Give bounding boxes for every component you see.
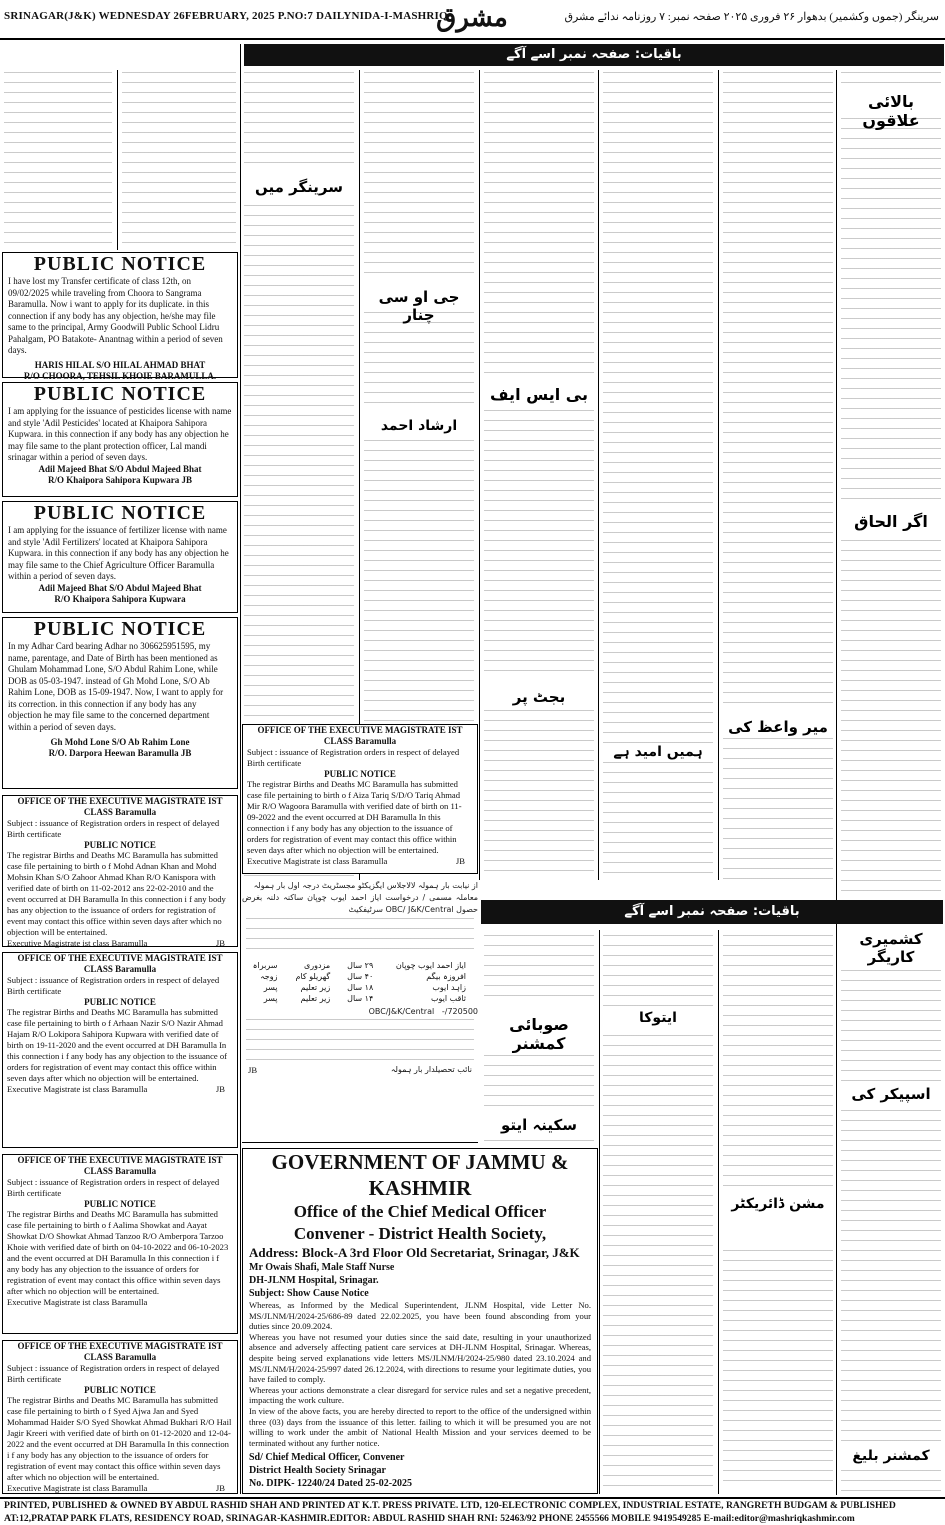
column-divider [718,930,719,1494]
notice-office: OFFICE OF THE EXECUTIVE MAGISTRATE IST CLASS Baramulla [17,1341,223,1362]
notice-office: OFFICE OF THE EXECUTIVE MAGISTRATE IST CLASS Baramulla [17,796,223,817]
income-amount: 720500/- [441,1007,478,1016]
urdu-text-column [244,72,354,170]
notice-heading: PUBLIC NOTICE [84,840,156,850]
table-row [242,971,472,982]
notice-office: OFFICE OF THE EXECUTIVE MAGISTRATE IST CLASS Baramulla [17,953,223,974]
notice-title: PUBLIC NOTICE [33,253,207,275]
headline: ایتوکا [603,1010,713,1026]
gov-paragraph: Whereas your actions demonstrate a clear disregard for service rules and set a negative precedent, impacting the work culture. [249,1384,591,1406]
urdu-text-column [364,312,474,412]
continued-banner-top: باقیات: صفحہ نمبر اسے آگے [244,44,944,66]
newspaper-logo: مشرق [436,3,508,32]
gov-recipient-place: DH-JLNM Hospital, Srinagar. [249,1275,379,1286]
imprint-footer [0,1497,945,1525]
headline: میر واعظ کی [728,718,828,736]
table-row [242,993,472,1004]
headline: جی او سی چنار [378,288,460,324]
public-notice [2,501,238,613]
notice-signature: Adil Majeed Bhat S/O Abdul Majeed Bhat [38,463,202,474]
magistrate-notice [2,1340,238,1494]
notice-title: PUBLIC NOTICE [33,383,207,405]
headline: بی ایس ایف [490,385,588,404]
notice-signature: R/O Khaipora Sahipora Kupwara [54,593,186,604]
urdu-text-column [723,1250,833,1490]
notice-signer: Executive Magistrate ist class Baramulla [7,1483,148,1493]
gov-recipient: Mr Owais Shafi, Male Staff Nurse [249,1262,395,1273]
urdu-text-column [723,935,833,1190]
public-notice [2,252,238,381]
table-cell: ایاز احمد ایوب چوپان [395,961,466,970]
notice-body: The registrar Births and Deaths MC Baramulla has submitted case file pertaining to birth o f Aiza Tariq S/D/O Tariq Ahmad Mir R/O Wagoora Baramulla with verified date of birth on 11-09-2022 and the event occurred at DH Baramulla In this connection i f any body has any objection to the issuance of orders for registration of event may contact this office within seven days after which no objection will be entertained. [247,779,462,855]
gov-signature: District Health Society Srinagar [249,1465,386,1477]
tehsil-notice [242,880,478,1143]
urdu-text-column [4,72,112,248]
headline: ارشاد احمد [380,418,458,434]
urdu-text-column [484,72,594,377]
column-divider [479,70,480,880]
headline: بالائی علاقوں [862,92,920,130]
notice-heading: PUBLIC NOTICE [84,1199,156,1209]
headline: سرینگر میں [254,178,344,196]
continued-banner-middle: باقیات: صفحہ نمبر اسے آگے [481,900,943,924]
notice-signature: Gh Mohd Lone S/O Ab Rahim Lone [50,737,190,747]
table-cell: ثاقب ایوب [431,994,466,1003]
headline: سکینہ ایتو [500,1116,578,1134]
table-cell: گھریلو کام [295,972,331,981]
imprint-line: PRINTED, PUBLISHED & OWNED BY ABDUL RASHID SHAH AND PRINTED AT K.T. PRESS PRIVATE. LTD, 120-ELECTRONIC COMPLEX, INDUSTRIAL ESTATE, RANGRETH BUDGAM & PUBLISHED [4,1500,896,1511]
column-divider [240,44,241,1494]
notice-signature: R/O. Darpora Heewan Baramulla JB [48,748,192,758]
tehsil-notice-header: از نیابت بار ہمولہ لالاجلاس ایگزیکٹو مجسٹریٹ درجہ اول بار ہمولہ [253,881,478,890]
notice-code: JB [215,1084,225,1094]
notice-signature: Adil Majeed Bhat S/O Abdul Majeed Bhat [38,582,202,593]
notice-signer: Executive Magistrate ist class Baramulla [7,1084,148,1094]
gov-reference: No. DIPK- 12240/24 Dated 25-02-2025 [249,1478,413,1490]
headline: صوبائی کمشنر [509,1015,569,1053]
notice-heading: PUBLIC NOTICE [84,1385,156,1395]
headline: کمشنر بلیغ [841,1448,941,1464]
notice-title: PUBLIC NOTICE [33,502,207,524]
tehsil-notice-subject: معاملہ مسمی / درخواست ایاز احمد ایوب چوپان ساکنہ دلنہ بغرض حصول OBC/ J&K/Central سرٹیفکیٹ [242,893,478,914]
column-divider [598,70,599,880]
notice-body: I am applying for the issuance of pesticides license with name and style 'Adil Pesticides' located at Khaipora Sahipora Kupwara. in this connection if any body has any objection he may file same to the plant protection officer, Lal mandi srinagar within a period of seven days. [8,406,232,462]
notice-signer: Executive Magistrate ist class Baramulla [247,856,388,866]
gov-signature: Sd/ Chief Medical Officer, Convener [249,1452,405,1464]
gov-title: GOVERNMENT OF JAMMU & KASHMIR [271,1150,569,1200]
gov-convener: Convener - District Health Society, [293,1224,547,1243]
notice-body: The registrar Births and Deaths MC Baramulla has submitted case file pertaining to birth o f Aalima Showkat and Aayat Showkat D/O Showkat Ahmad Tanzoo R/O Amberpora Tarzoo Khoie with verified date of birth on 04-10-2022 and 06-10-2023 and the event occurred at DH Baramulla In this connection i f any body has any objection to the issuance of orders for registration of event may contact this office within seven days after which no objection will be entertained. [7,1209,229,1296]
notice-subject: Subject : issuance of Registration orders in respect of delayed Birth certificate [7,975,220,996]
notice-subject: Subject : issuance of Registration orders in respect of delayed Birth certificate [7,1363,220,1384]
notice-signer: Executive Magistrate ist class Baramulla [7,938,148,948]
notice-subject: Subject : issuance of Registration orders in respect of delayed Birth certificate [7,1177,220,1198]
notice-code: JB [215,938,225,948]
urdu-text-column [484,1055,594,1110]
column-divider [599,930,600,1494]
notice-subject: Subject : issuance of Registration orders in respect of delayed Birth certificate [7,818,220,839]
notice-subject: Subject : issuance of Registration orders in respect of delayed Birth certificate [247,747,460,768]
notice-body: The registrar Births and Deaths MC Baramulla has submitted case file pertaining to birth o f Arhaan Nazir S/O Nazir Ahmad Hajam R/O Lokipora Sahipora Kupwara with verified date of birth on 19-11-2020 and the event occurred at DH Baramulla In this connection i f any body has any objection to the issuance of orders for registration of event may contact this office within seven days after which no objection will be entertained. [7,1007,228,1083]
table-cell: ۱۸ سال [347,983,374,992]
urdu-text-column [364,72,474,280]
gov-paragraph: Whereas you have not resumed your duties since the said date, resulting in your unauthorized absence and adversely affecting patient care services at DH-JLNM Hospital, Srinagar. Whereas, despite being served explanations vide letters MS/JLNM/H/2024-25/980 dated 23.10.2024 and MS/JLNM/H/2024-25/997 dated 26.12.2024, with directions to resume your legitimate duties, you have failed to comply. [249,1331,591,1385]
magistrate-notice [2,795,238,947]
notice-signature: R/O Khaipora Sahipora Kupwara JB [47,474,193,485]
notice-signature: HARIS HILAL S/O HILAL AHMAD BHAT [34,359,206,370]
column-divider [718,70,719,880]
notice-signer: Executive Magistrate ist class Baramulla [7,1297,148,1307]
government-notice [242,1148,598,1494]
table-cell: ۱۴ سال [347,994,374,1003]
table-cell: سربراہ [252,961,278,970]
certificate-type: OBC/J&K/Central [368,1007,435,1016]
column-divider [117,70,118,250]
imprint-line: AT:12,PRATAP PARK FLATS, RESIDENCY ROAD, SRINAGAR-KASHMIR.EDITOR: ABDUL RASHID SHAH RNI: 52463/92 PHONE 2455566 MOBILE 9419549285 E-mail:editor@mashriqkashmir.com [4,1513,855,1524]
gov-paragraph: In view of the above facts, you are hereby directed to report to the office of the undersigned within three (03) days from the issuance of this letter. failing to which it will be presumed you are not willing to work under the ambit of National Health Mission and your services deemed to be terminated without any further notice. [249,1405,591,1448]
notice-heading: PUBLIC NOTICE [84,997,156,1007]
magistrate-notice [242,724,478,874]
headline: بجٹ پر [512,688,566,706]
gov-office: Office of the Chief Medical Officer [293,1202,547,1221]
magistrate-notice [2,1154,238,1334]
urdu-text-column [723,72,833,712]
notice-body: I have lost my Transfer certificate of class 12th, on 09/02/2025 while traveling from Choora to Sangrama Baramulla. Now i want to apply for its duplicate. in this connection if any body has any objection, he/she may file same to the principal, Army Goodwill Public School Lidru Pahalgam, PO Batakote- Anantnag within a period of seven days. [8,276,223,355]
urdu-text-column [723,738,833,880]
table-cell: پسر [263,994,278,1003]
urdu-text-column [122,72,236,248]
gov-address: Address: Block-A 3rd Floor Old Secretariat, Srinagar, J&K [249,1245,580,1260]
table-cell: پسر [263,983,278,992]
table-cell: زیر تعلیم [300,994,331,1003]
notice-body: The registrar Births and Deaths MC Baramulla has submitted case file pertaining to birth o f Syed Ajwa Jan and Syed Mohammad Haider S/O Syed Showkat Ahmad Bukhari R/O Hail Jagir Kreeri with verified date of birth on 01-12-2020 and 12-04-2022 and the event occurred at DH Baramulla In this connection i f any body has any objection to the issuance of orders for registration of event may contact this office within seven days after which no objection will be entertained. [7,1395,232,1482]
urdu-dateline: سرینگر (جموں وکشمیر) بدھوار ۲۶ فروری ۲۰۲۵ صفحہ نمبر: ۷ روزنامہ ندائے مشرق [564,11,939,23]
gov-paragraph: Whereas, as Informed by the Medical Superintendent, JLNM Hospital, vide Letter No. MS/JLNM/H/2024-25/686-89 dated 22.02.2025, you have been found absconding from your duties since 20.09.2024. [249,1300,591,1332]
headline: ہمیں امید ہے [603,744,713,760]
table-cell: ۴۰ سال [347,972,374,981]
table-cell: زیر تعلیم [300,983,331,992]
notice-office: OFFICE OF THE EXECUTIVE MAGISTRATE IST CLASS Baramulla [17,1155,223,1176]
notice-heading: PUBLIC NOTICE [324,769,396,779]
headline: اگر الحاق [854,512,928,531]
notice-body: I am applying for the issuance of fertilizer license with name and style 'Adil Fertilizers' located at Khaipora Sahipora Kupwara. in this connection if any body has any objection he may file same to the Chief Agriculture Officer Baramulla within a period of seven days. [8,525,229,581]
headline: اسپیکر کی [841,1085,941,1103]
notice-signature: R/O CHOORA, TEHSIL KHOIE BARAMULLA. [23,370,217,381]
notice-body: The registrar Births and Deaths MC Baramulla has submitted case file pertaining to birth o f Mohd Adnan Khan and Mohd Mohsin Khan S/O Zahoor Ahmad Khan R/O Kanispora with verified date of birth on 11-02-2012 ans 22-02-2010 and the event occurred at DH Baramulla In this connection i f any body has any objection to the issuance of orders for registration of event may contact this office within seven days after which no objection will be entertained. [7,850,226,937]
urdu-text-column [484,710,594,880]
urdu-text-column [841,118,941,506]
notice-signer: نائب تحصیلدار بار ہمولہ [390,1065,472,1074]
public-notice [2,617,238,789]
masthead [0,0,945,40]
urdu-text-column [484,935,594,1005]
dateline: SRINAGAR(J&K) WEDNESDAY 26FEBRUARY, 2025 P.NO:7 DAILYNIDA-I-MASHRIQ [4,10,448,22]
table-cell: زاہد ایوب [432,983,466,992]
table-cell: مزدوری [303,961,331,970]
notice-title: PUBLIC NOTICE [33,618,207,640]
urdu-text-column [841,540,941,1495]
table-cell: افروزہ بیگم [426,972,466,981]
column-divider [836,70,837,1495]
table-row [242,960,472,971]
urdu-text-column [484,410,594,680]
urdu-text-column [841,72,941,87]
headline: کشمیری کاریگر [841,930,941,966]
table-row [242,982,472,993]
public-notice [2,382,238,497]
notice-code: JB [248,1065,258,1075]
family-table [242,960,472,1004]
table-cell: زوجہ [260,972,278,981]
gov-subject: Subject: Show Cause Notice [249,1288,369,1299]
notice-code: JB [215,1483,225,1493]
headline: مشن ڈائریکٹر [731,1196,825,1212]
table-cell: ۲۹ سال [347,961,374,970]
notice-office: OFFICE OF THE EXECUTIVE MAGISTRATE IST CLASS Baramulla [257,725,463,746]
magistrate-notice [2,952,238,1148]
notice-code: JB [455,856,465,866]
notice-body: In my Adhar Card bearing Adhar no 306625951595, my name, parentage, and Date of Birth has been mentioned as Ghulam Mohammad Lone, S/O Abdul Rahim Lone, while DOB as 05-03-1947. instead of Gh Mohd Lone, S/O Ab Rahim Lone, DOB as 15-09-1947. Now, I want to apply for its correction. in this connection if any body has any objection he may file same to the concerned department within a period of seven days. [8,641,224,732]
